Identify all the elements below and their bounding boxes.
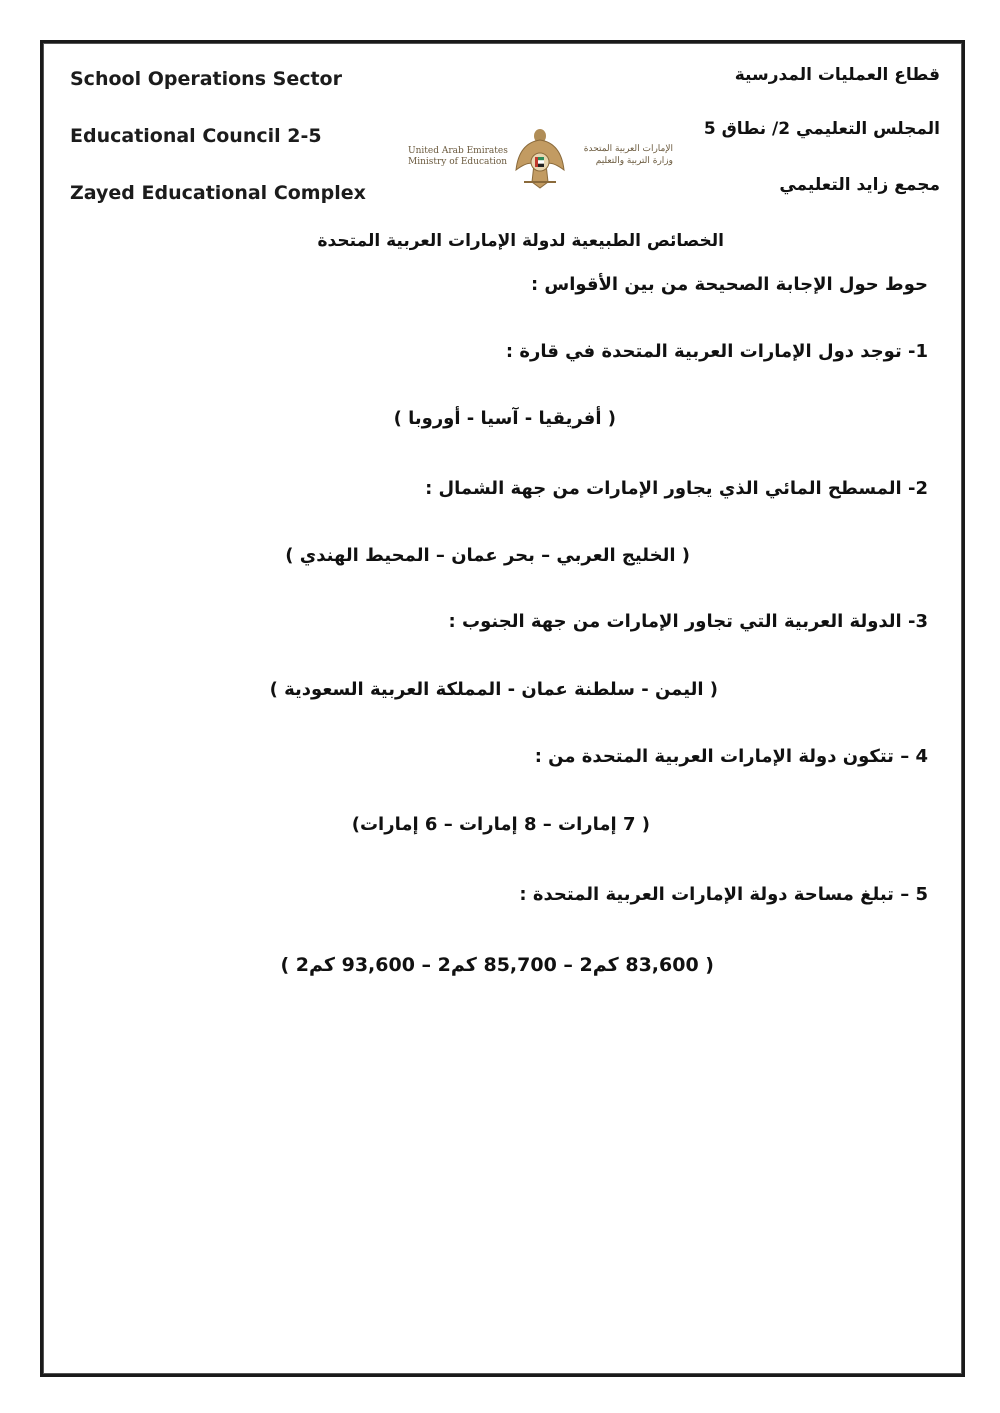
question-3: 3- الدولة العربية التي تجاور الإمارات من جهة الجنوب : xyxy=(448,611,928,632)
instruction: حوط حول الإجابة الصحيحة من بين الأقواس : xyxy=(530,274,928,295)
ministry-logo xyxy=(408,124,673,194)
options-2[interactable]: ( الخليج العربي – بحر عمان – المحيط الهندي ) xyxy=(285,545,690,566)
question-4: 4 – تتكون دولة الإمارات العربية المتحدة من : xyxy=(534,746,928,767)
question-2: 2- المسطح المائي الذي يجاور الإمارات من جهة الشمال : xyxy=(425,478,928,499)
complex-name-en: Zayed Educational Complex xyxy=(70,182,366,204)
uae-emblem-icon xyxy=(514,126,566,192)
options-5[interactable]: ( 83,600 كم2 – 85,700 كم2 – 93,600 كم2 ) xyxy=(280,954,714,976)
complex-name-ar: مجمع زايد التعليمي xyxy=(779,175,940,195)
logo-text-ar-2: وزارة التربية والتعليم xyxy=(595,156,673,166)
worksheet-title: الخصائص الطبيعية لدولة الإمارات العربية المتحدة xyxy=(317,231,724,251)
sector-name-en: School Operations Sector xyxy=(70,68,342,90)
options-4[interactable]: ( 7 إمارات – 8 إمارات – 6 إمارات) xyxy=(351,814,650,835)
logo-text-en-2: Ministry of Education xyxy=(408,157,508,167)
options-1[interactable]: ( أفريقيا - آسيا - أوروبا ) xyxy=(393,408,616,429)
options-3[interactable]: ( اليمن - سلطنة عمان - المملكة العربية السعودية ) xyxy=(269,679,718,700)
logo-text-ar-1: الإمارات العربية المتحدة xyxy=(583,144,673,154)
council-name-en: Educational Council 2-5 xyxy=(70,125,322,147)
logo-text-en-1: United Arab Emirates xyxy=(408,146,508,156)
question-1: 1- توجد دول الإمارات العربية المتحدة في قارة : xyxy=(505,341,928,362)
question-5: 5 – تبلغ مساحة دولة الإمارات العربية المتحدة : xyxy=(519,884,928,905)
council-name-ar: المجلس التعليمي 2/ نطاق 5 xyxy=(703,119,940,139)
sector-name-ar: قطاع العمليات المدرسية xyxy=(734,65,940,85)
